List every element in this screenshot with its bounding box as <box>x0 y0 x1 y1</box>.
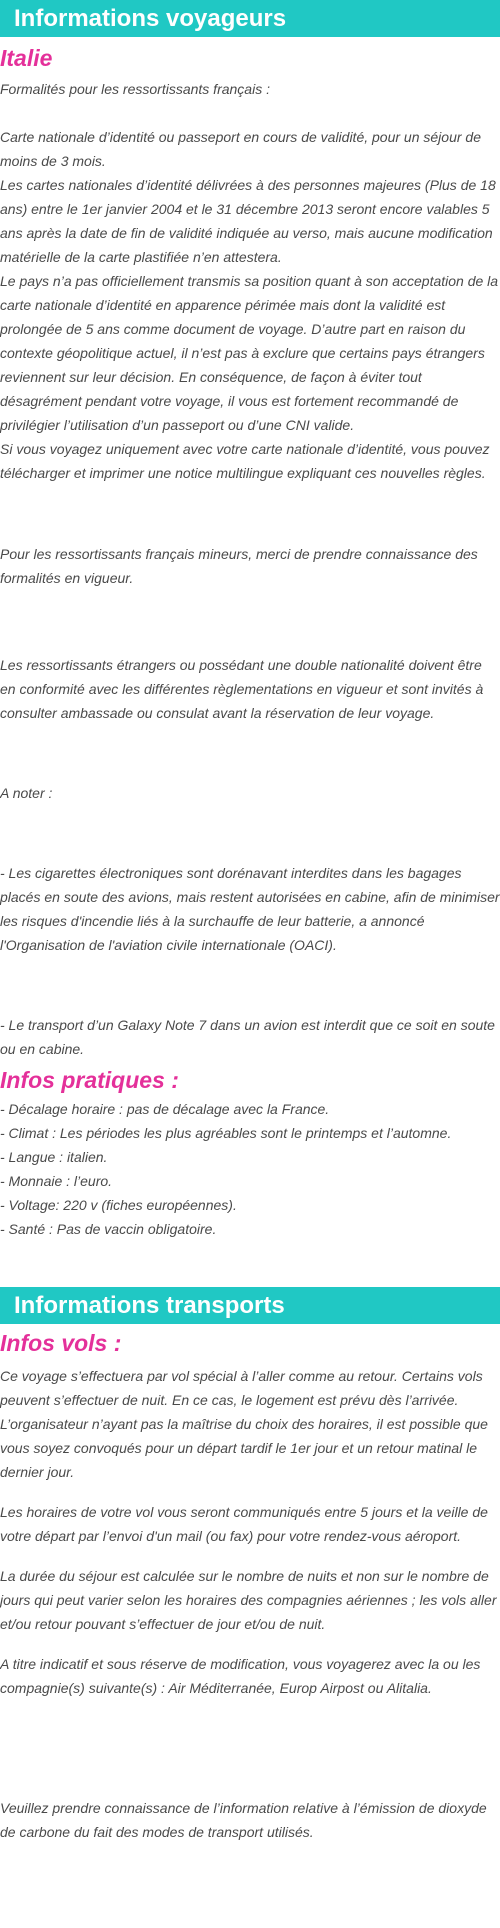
paragraph-etrangers: Les ressortissants étrangers ou possédant une double nationalité doivent être en conformité avec les différentes règlementations en vigueur et sont invités à consulter ambassade ou consulat avant la réservation de leur voyage. <box>0 657 484 721</box>
paragraph-mineurs: Pour les ressortissants français mineurs, merci de prendre connaissance des formalités en vigueur. <box>0 546 478 586</box>
a-noter-label: A noter : <box>0 785 53 801</box>
paragraph-compagnies: A titre indicatif et sous réserve de modification, vous voyagerez avec la ou les compagnie(s) suivante(s) : Air Méditerranée, Europ Airpost ou Alitalia. <box>0 1656 481 1696</box>
paragraph-cigarettes: - Les cigarettes électroniques sont dorénavant interdites dans les bagages placés en soute des avions, mais restent autorisées en cabine, afin de minimiser les risques d'incendie liés à la surchauffe de leur batterie, a annoncé l'Organisation de l'aviation civile internationale (OACI). <box>0 865 500 953</box>
country-title: Italie <box>0 45 53 71</box>
paragraph-vol-special: Ce voyage s’effectuera par vol spécial à l’aller comme au retour. Certains vols peuvent s’effectuer de nuit. En ce cas, le logement est prévu dès l’arrivée. L’organisateur n’ayant pas la maîtrise du choix des horaires, il est possible que vous soyez convoqués pour un départ tardif le 1er jour et un retour matinal le dernier jour. <box>0 1368 488 1480</box>
paragraph-dioxyde-carbone: Veuillez prendre connaissance de l’information relative à l’émission de dioxyde de carbone du fait des modes de transport utilisés. <box>0 1800 487 1840</box>
paragraph-position-pays: Le pays n’a pas officiellement transmis sa position quant à son acceptation de la carte nationale d’identité en apparence périmée mais dont la validité est prolongée de 5 ans comme document de voyage. D’autre part en raison du contexte géopolitique actuel, il n’est pas à exclure que certains pays étrangers reviennent sur leur décision. En conséquence, de façon à éviter tout désagrément pendant votre voyage, il vous est fortement recommandé de privilégier l’utilisation d’un passeport ou d’une CNI valide. <box>0 273 499 433</box>
paragraph-validite: Carte nationale d’identité ou passeport en cours de validité, pour un séjour de moins de 3 mois. <box>0 129 481 169</box>
section-infos-pratiques <box>0 1065 500 1241</box>
formalites-intro: Formalités pour les ressortissants français : <box>0 81 270 97</box>
list-item: - Santé : Pas de vaccin obligatoire. <box>0 1221 217 1237</box>
paragraph-galaxy-note: - Le transport d’un Galaxy Note 7 dans un avion est interdit que ce soit en soute ou en cabine. <box>0 1017 495 1057</box>
infos-vols-title: Infos vols : <box>0 1330 122 1356</box>
infos-pratiques-title: Infos pratiques : <box>0 1067 179 1093</box>
banner-informations-voyageurs: Informations voyageurs <box>0 0 500 37</box>
infos-pratiques-list <box>0 1097 500 1241</box>
section-informations-transports <box>0 1287 500 1844</box>
paragraph-horaires: Les horaires de votre vol vous seront communiqués entre 5 jours et la veille de votre départ par l’envoi d'un mail (ou fax) pour votre rendez-vous aéroport. <box>0 1504 488 1544</box>
paragraph-notice-multilingue: Si vous voyagez uniquement avec votre carte nationale d’identité, vous pouvez télécharger et imprimer une notice multilingue expliquant ces nouvelles règles. <box>0 441 490 481</box>
banner-informations-transports: Informations transports <box>0 1287 500 1324</box>
list-item: - Langue : italien. <box>0 1149 108 1165</box>
list-item: - Décalage horaire : pas de décalage avec la France. <box>0 1101 330 1117</box>
list-item: - Climat : Les périodes les plus agréables sont le printemps et l’automne. <box>0 1125 452 1141</box>
paragraph-duree-sejour: La durée du séjour est calculée sur le nombre de nuits et non sur le nombre de jours qui peut varier selon les horaires des compagnies aériennes ; les vols aller et/ou retour pouvant s’effectuer de jour et/ou de nuit. <box>0 1568 497 1632</box>
paragraph-cni-prolongation: Les cartes nationales d’identité délivrées à des personnes majeures (Plus de 18 ans) entre le 1er janvier 2004 et le 31 décembre 2013 seront encore valables 5 ans après la date de fin de validité indiquée au verso, mais aucune modification matérielle de la carte plastifiée n’en attestera. <box>0 177 496 265</box>
list-item: - Voltage: 220 v (fiches européennes). <box>0 1197 237 1213</box>
list-item: - Monnaie : l’euro. <box>0 1173 113 1189</box>
